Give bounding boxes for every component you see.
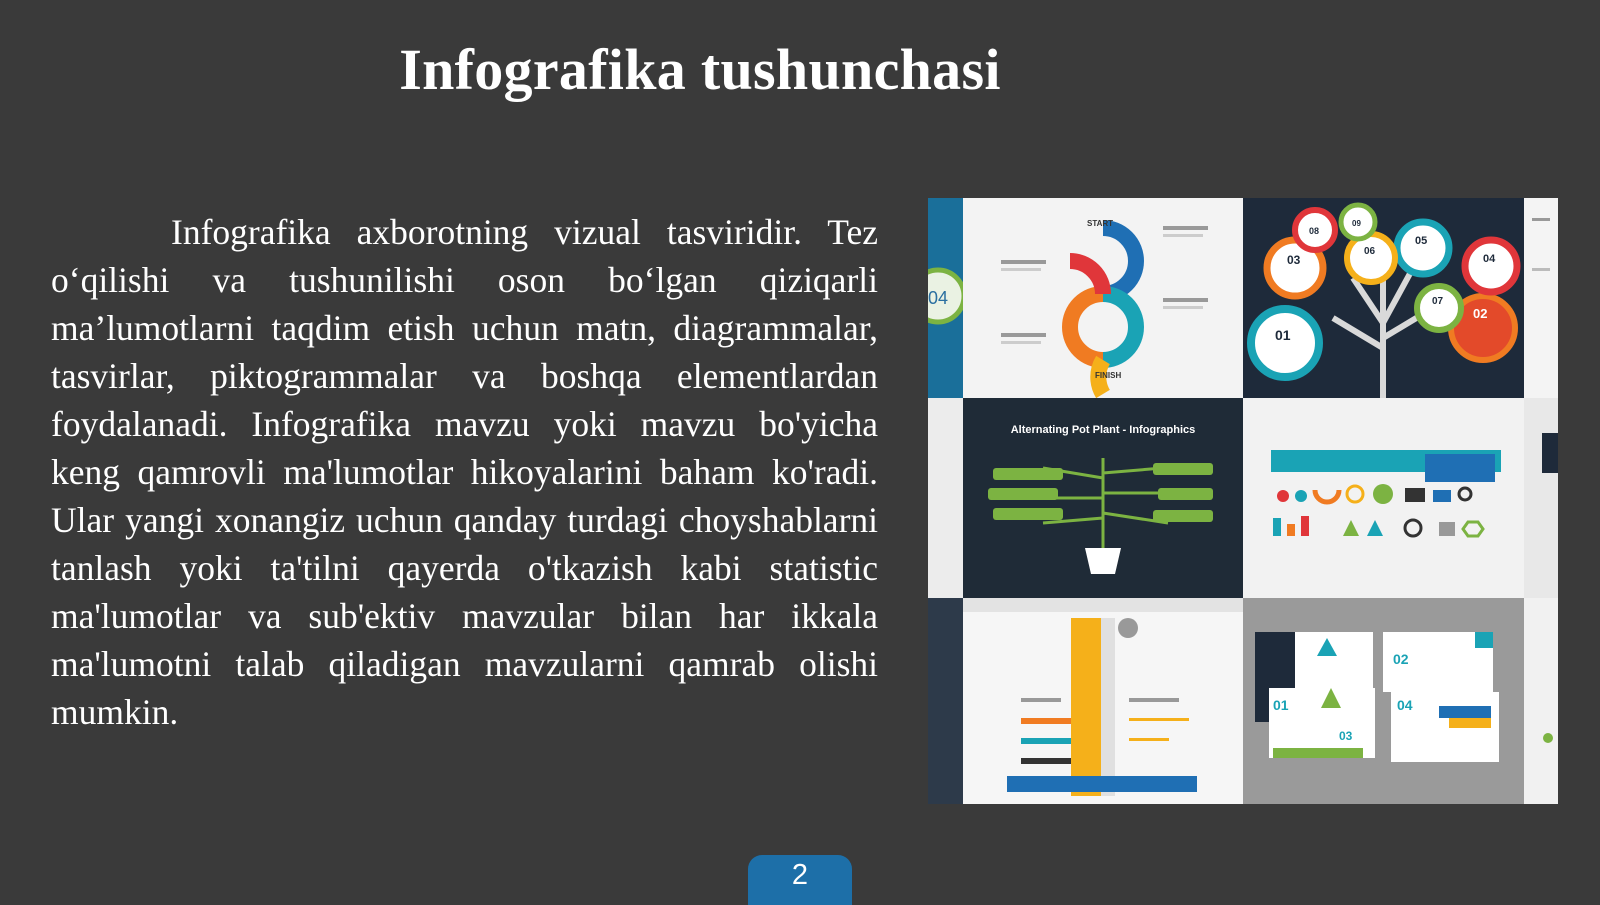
svg-text:02: 02 — [1473, 306, 1488, 321]
side-number: 04 — [928, 288, 949, 308]
tree-circle-01 — [1251, 309, 1319, 377]
steps-number-01: 01 — [1273, 697, 1289, 713]
svg-text:03: 03 — [1287, 253, 1301, 267]
snake-start-label: START — [1087, 219, 1114, 228]
tree-circle-09 — [1341, 205, 1375, 239]
collage-right-strip — [1524, 198, 1558, 804]
tree-circle-04 — [1465, 240, 1517, 292]
infographics-collage — [928, 198, 1558, 804]
pencil-infographic-tile — [963, 598, 1243, 804]
steps-number-04: 04 — [1397, 697, 1413, 713]
slide-title: Infografika tushunchasi — [399, 37, 1001, 102]
slide-body-text: Infografika axborotning vizual tasviridir. Tez o‘qilishi va tushunilishi oson bo‘lgan qiziqarli ma’lumotlarni taqdim etish uchun matn, diagrammalar, tasvirlar, piktogrammalar va boshqa elementlardan foydalanadi. Infografika mavzu yoki mavzu bo'yicha keng qamrovli ma'lumotlar hikoyalarini baham ko'radi. Ular yangi xonangiz uchun qanday turdagi choyshablarni tanlash yoki ta'tilni qayerda o'tkazish kabi statistic ma'lumotlar va sub'ektiv mavzular bilan har ikkala ma'lumotni talab qiladigan mavzularni qamrab olishi mumkin. — [51, 212, 878, 732]
pot-plant-infographic-tile — [963, 398, 1243, 598]
svg-text:06: 06 — [1364, 246, 1376, 257]
icons-infographic-tile — [1243, 398, 1524, 598]
svg-text:08: 08 — [1309, 226, 1320, 236]
tree-infographic-tile — [1243, 198, 1524, 398]
snake-finish-label: FINISH — [1095, 371, 1122, 380]
tree-circle-08 — [1295, 210, 1335, 250]
snake-infographic-tile — [963, 198, 1243, 398]
collage-left-strip — [928, 198, 963, 804]
tree-circle-07 — [1417, 286, 1461, 330]
svg-text:04: 04 — [1483, 253, 1496, 265]
svg-text:05: 05 — [1415, 235, 1428, 247]
tree-circle-05 — [1397, 222, 1449, 274]
steps-number-03: 03 — [1339, 729, 1353, 743]
svg-text:07: 07 — [1432, 296, 1444, 307]
numbered-steps-infographic-tile — [1243, 598, 1524, 804]
page-number-tab — [748, 855, 852, 905]
svg-text:09: 09 — [1352, 219, 1361, 228]
page-number: 2 — [791, 859, 809, 891]
svg-text:01: 01 — [1275, 327, 1291, 343]
steps-number-02: 02 — [1393, 651, 1409, 667]
tree-circle-06 — [1347, 234, 1395, 282]
pot-plant-caption: Alternating Pot Plant - Infographics — [1010, 424, 1196, 436]
